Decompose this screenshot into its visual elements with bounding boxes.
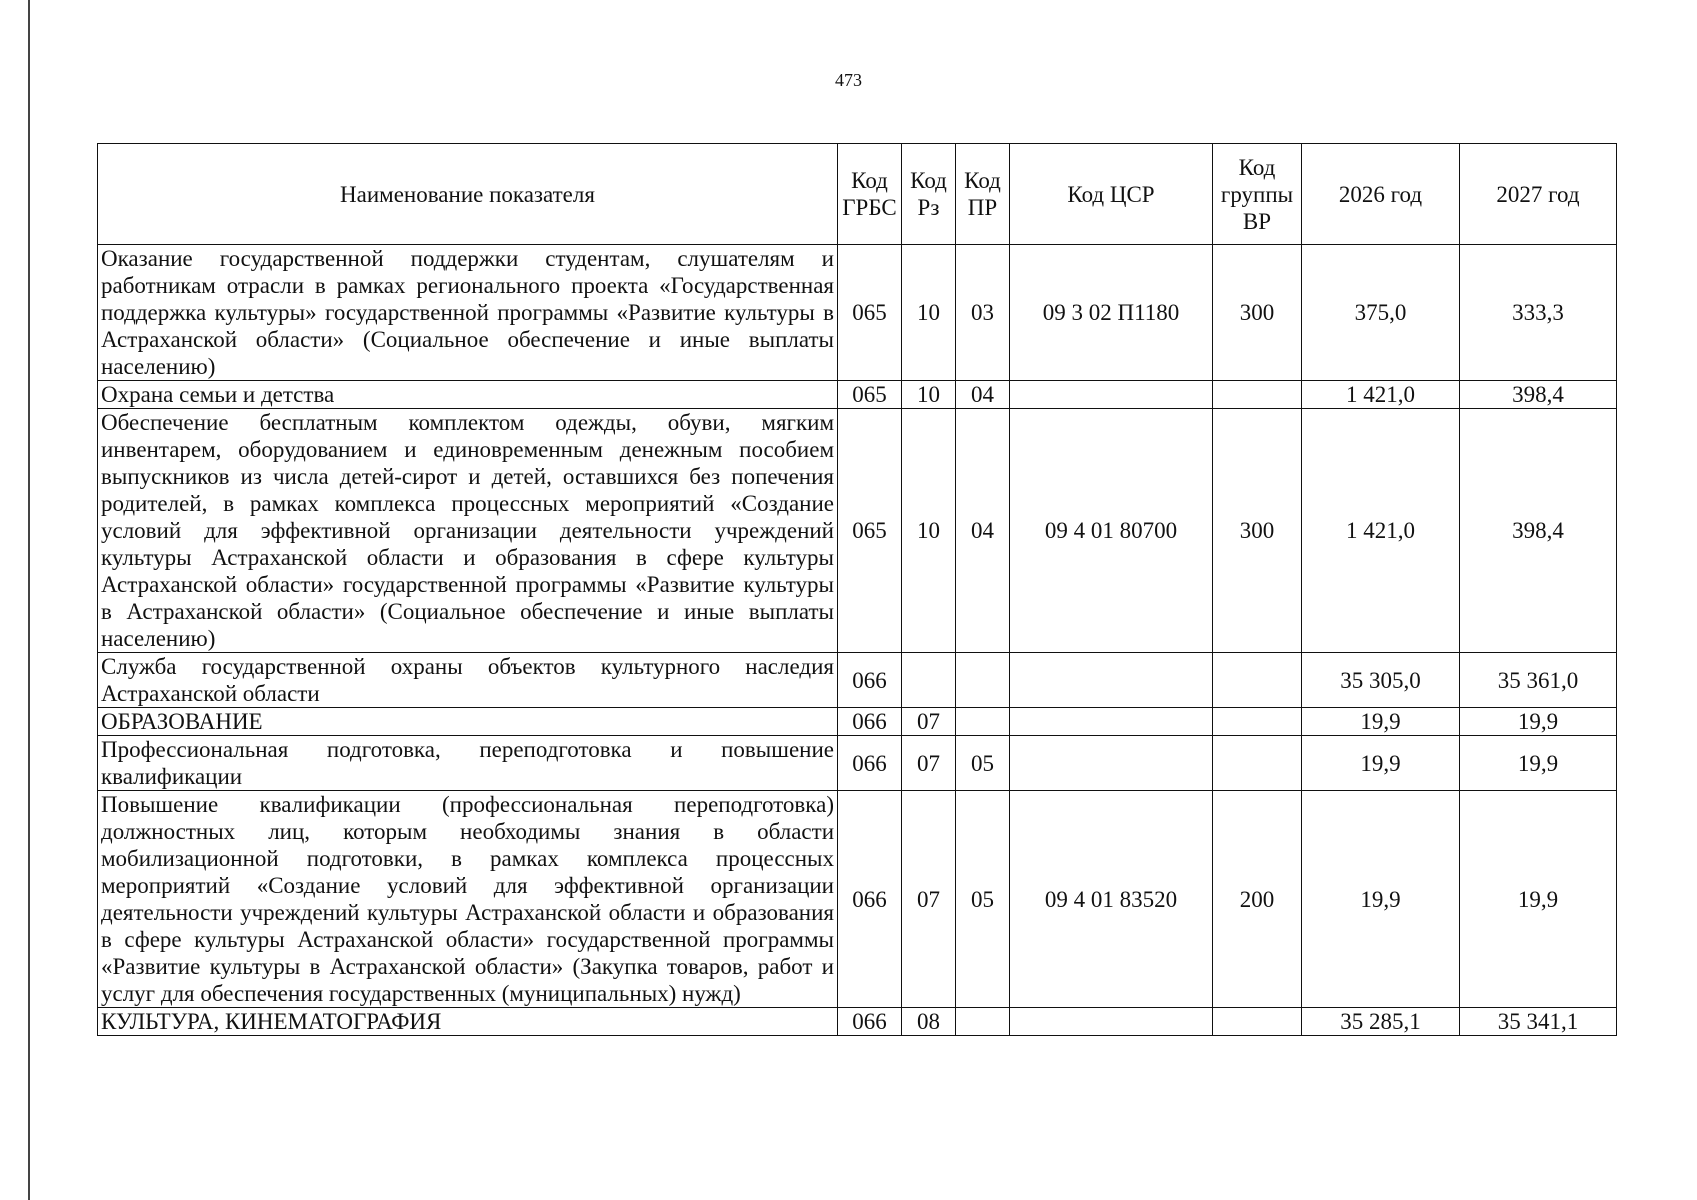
row-vr	[1213, 736, 1302, 791]
header-grbs: Код ГРБС	[838, 144, 902, 245]
row-2026: 35 305,0	[1302, 653, 1460, 708]
row-vr	[1213, 708, 1302, 736]
row-grbs: 066	[838, 791, 902, 1008]
row-grbs: 066	[838, 653, 902, 708]
row-2027: 35 361,0	[1460, 653, 1617, 708]
row-name: Оказание государственной поддержки студентам, слушателям и работникам отрасли в рамках регионального проекта «Государственная поддержка культуры» государственной программы «Развитие культуры в Астраханской области» (Социальное обеспечение и иные выплаты населению)	[98, 245, 838, 381]
header-name: Наименование показателя	[98, 144, 838, 245]
header-vr: Код группы ВР	[1213, 144, 1302, 245]
table-row	[98, 1008, 1617, 1036]
row-2027: 398,4	[1460, 381, 1617, 409]
row-csr: 09 4 01 80700	[1010, 409, 1213, 653]
row-pr: 05	[956, 791, 1010, 1008]
row-rz: 08	[902, 1008, 956, 1036]
row-name: Обеспечение бесплатным комплектом одежды, обуви, мягким инвентарем, оборудованием и единовременным денежным пособием выпускников из числа детей-сирот и детей, оставшихся без попечения родителей, в рамках комплекса процессных мероприятий «Создание условий для эффективной организации деятельности учреждений культуры Астраханской области и образования в сфере культуры Астраханской области» государственной программы «Развитие культуры в Астраханской области» (Социальное обеспечение и иные выплаты населению)	[98, 409, 838, 653]
row-pr	[956, 708, 1010, 736]
row-2027: 19,9	[1460, 736, 1617, 791]
budget-table	[97, 143, 1617, 1036]
row-csr: 09 3 02 П1180	[1010, 245, 1213, 381]
row-grbs: 065	[838, 409, 902, 653]
table-row	[98, 381, 1617, 409]
row-grbs: 066	[838, 736, 902, 791]
table-row	[98, 736, 1617, 791]
row-2027: 19,9	[1460, 791, 1617, 1008]
table-row	[98, 708, 1617, 736]
row-2026: 19,9	[1302, 736, 1460, 791]
row-csr	[1010, 1008, 1213, 1036]
row-rz: 10	[902, 381, 956, 409]
row-vr: 300	[1213, 245, 1302, 381]
row-rz: 07	[902, 791, 956, 1008]
page-number: 473	[835, 70, 862, 90]
header-2026: 2026 год	[1302, 144, 1460, 245]
row-grbs: 066	[838, 708, 902, 736]
row-pr: 04	[956, 409, 1010, 653]
row-vr: 300	[1213, 409, 1302, 653]
row-2027: 398,4	[1460, 409, 1617, 653]
row-name: Охрана семьи и детства	[98, 381, 838, 409]
row-grbs: 065	[838, 381, 902, 409]
table-header-row	[98, 144, 1617, 245]
row-2026: 1 421,0	[1302, 409, 1460, 653]
row-rz: 07	[902, 708, 956, 736]
row-2027: 19,9	[1460, 708, 1617, 736]
row-csr	[1010, 381, 1213, 409]
row-csr	[1010, 736, 1213, 791]
row-pr: 04	[956, 381, 1010, 409]
row-vr	[1213, 653, 1302, 708]
row-csr: 09 4 01 83520	[1010, 791, 1213, 1008]
row-rz: 07	[902, 736, 956, 791]
row-2026: 19,9	[1302, 791, 1460, 1008]
header-rz: Код Рз	[902, 144, 956, 245]
row-rz	[902, 653, 956, 708]
row-pr: 05	[956, 736, 1010, 791]
row-vr	[1213, 381, 1302, 409]
row-rz: 10	[902, 409, 956, 653]
row-vr: 200	[1213, 791, 1302, 1008]
row-name: ОБРАЗОВАНИЕ	[98, 708, 838, 736]
row-csr	[1010, 708, 1213, 736]
header-csr: Код ЦСР	[1010, 144, 1213, 245]
row-name: Служба государственной охраны объектов культурного наследия Астраханской области	[98, 653, 838, 708]
row-vr	[1213, 1008, 1302, 1036]
header-pr: Код ПР	[956, 144, 1010, 245]
row-rz: 10	[902, 245, 956, 381]
row-name: Профессиональная подготовка, переподготовка и повышение квалификации	[98, 736, 838, 791]
page-binding-line	[28, 0, 30, 1200]
table-row	[98, 245, 1617, 381]
row-csr	[1010, 653, 1213, 708]
row-2027: 35 341,1	[1460, 1008, 1617, 1036]
row-grbs: 065	[838, 245, 902, 381]
row-2026: 19,9	[1302, 708, 1460, 736]
table-row	[98, 409, 1617, 653]
row-2026: 375,0	[1302, 245, 1460, 381]
row-name: Повышение квалификации (профессиональная переподготовка) должностных лиц, которым необходимы знания в области мобилизационной подготовки, в рамках комплекса процессных мероприятий «Создание условий для эффективной организации деятельности учреждений культуры Астраханской области и образования в сфере культуры Астраханской области» государственной программы «Развитие культуры в Астраханской области» (Закупка товаров, работ и услуг для обеспечения государственных (муниципальных) нужд)	[98, 791, 838, 1008]
header-2027: 2027 год	[1460, 144, 1617, 245]
row-name: КУЛЬТУРА, КИНЕМАТОГРАФИЯ	[98, 1008, 838, 1036]
row-pr	[956, 1008, 1010, 1036]
row-pr: 03	[956, 245, 1010, 381]
row-pr	[956, 653, 1010, 708]
row-2026: 35 285,1	[1302, 1008, 1460, 1036]
table-row	[98, 653, 1617, 708]
row-2026: 1 421,0	[1302, 381, 1460, 409]
row-grbs: 066	[838, 1008, 902, 1036]
table-row	[98, 791, 1617, 1008]
row-2027: 333,3	[1460, 245, 1617, 381]
